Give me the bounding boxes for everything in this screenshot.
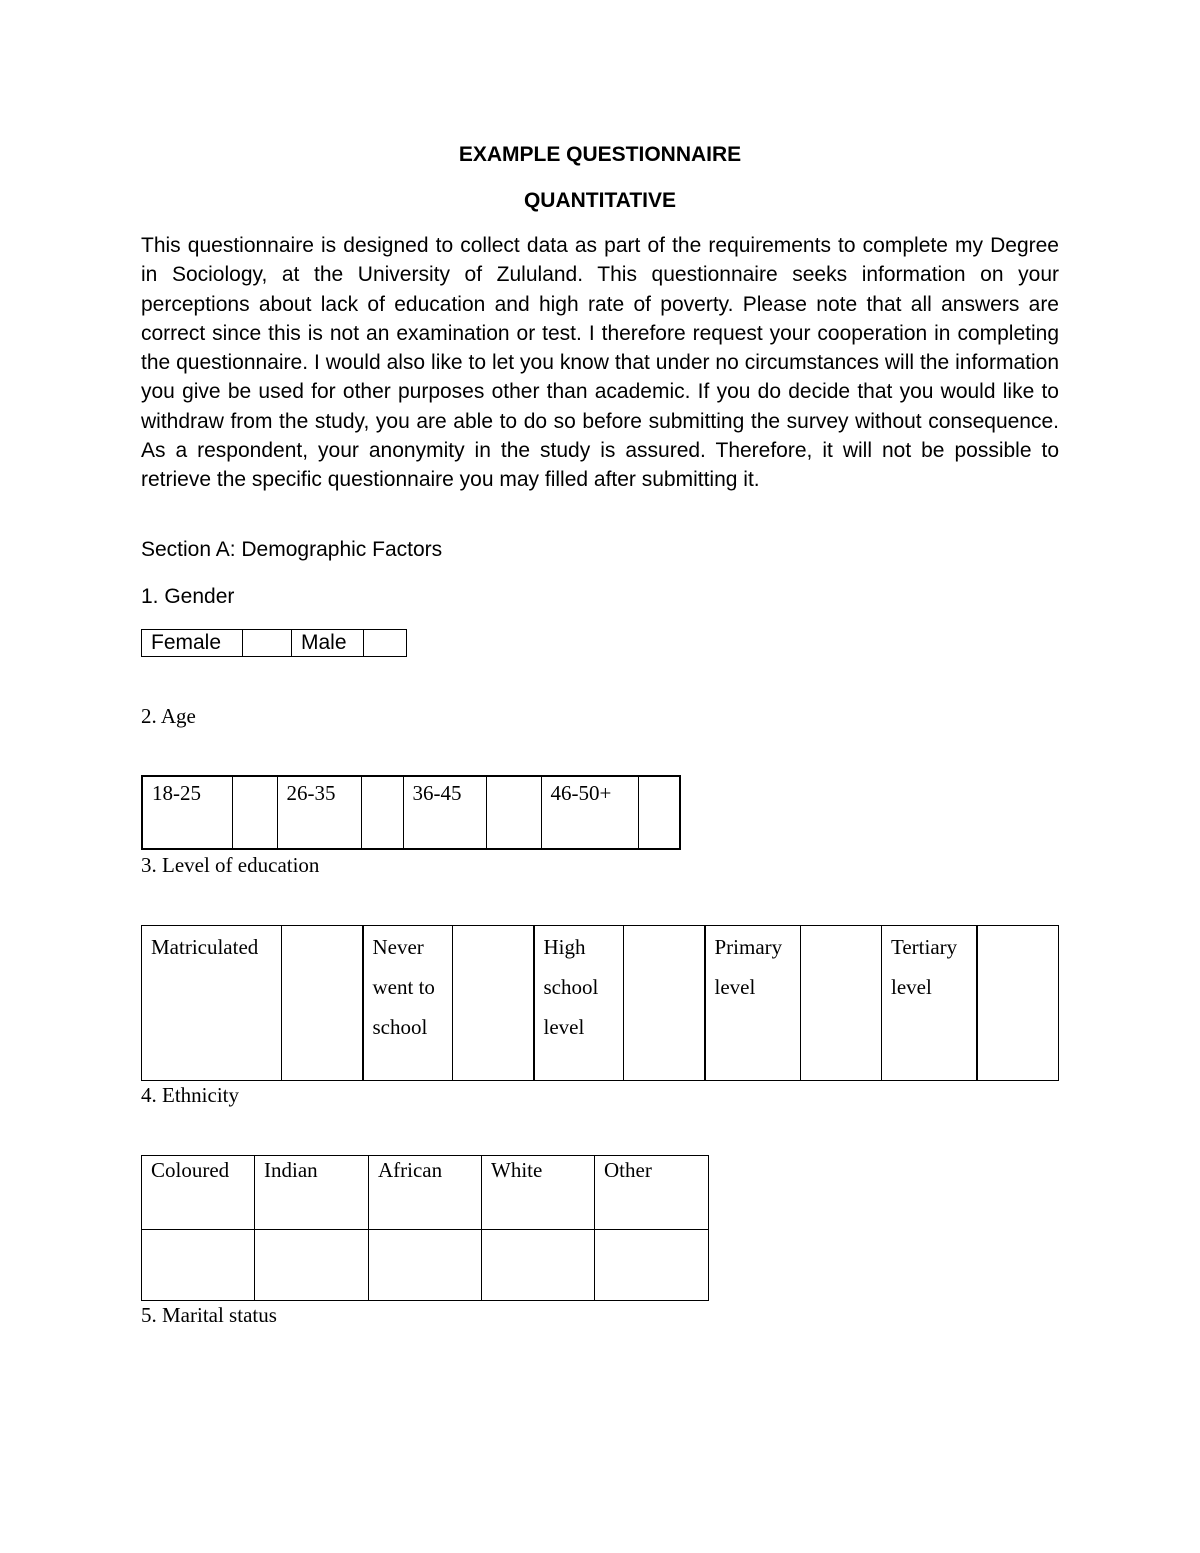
ethnicity-question-label: 4. Ethnicity: [141, 1083, 239, 1107]
marital-status-question-label: 5. Marital status: [141, 1303, 277, 1327]
ethnicity-option-african-label: African: [369, 1156, 482, 1230]
document-subtitle: QUANTITATIVE: [523, 189, 677, 212]
ethnicity-coloured-checkbox[interactable]: [142, 1230, 255, 1301]
education-tertiary-checkbox[interactable]: [977, 926, 1059, 1081]
gender-question-label: 1. Gender: [141, 585, 235, 608]
gender-options-table: [141, 629, 407, 657]
education-high-line-1: High: [543, 935, 586, 959]
intro-paragraph: This questionnaire is designed to collect data as part of the requirements to complete my Degree in Sociology, at the University of Zululand. This questionnaire seeks information on your perceptions about lack of education and high rate of poverty. Please note that all answers are correct since this is not an examination or test. I therefore request your cooperation in completing the questionnaire. I would also like to let you know that under no circumstances will the information you give be used for other purposes other than academic. If you do decide that you would like to withdraw from the study, you are able to do so before submitting the survey without consequence. As a respondent, your anonymity in the study is assured. Therefore, it will not be possible to retrieve the specific questionnaire you may filled after submitting it.: [141, 234, 1059, 492]
age-option-36-45-label: 36-45: [403, 776, 486, 849]
section-a-heading: Section A: Demographic Factors: [141, 538, 443, 561]
education-high-school-checkbox[interactable]: [624, 926, 705, 1081]
education-high-line-3: level: [543, 1015, 585, 1039]
education-never-line-2: went to: [372, 975, 435, 999]
education-option-never-school-label: [363, 926, 453, 1081]
gender-option-female-label: Female: [142, 630, 243, 657]
ethnicity-other-checkbox[interactable]: [595, 1230, 709, 1301]
ethnicity-white-checkbox[interactable]: [482, 1230, 595, 1301]
age-option-18-25-label: 18-25: [142, 776, 232, 849]
education-tertiary-line-1: Tertiary: [891, 935, 958, 959]
age-options-table: [141, 775, 681, 850]
age-question-label: 2. Age: [141, 704, 196, 728]
gender-male-checkbox[interactable]: [364, 630, 407, 657]
ethnicity-option-other-label: Other: [595, 1156, 709, 1230]
education-matriculated-checkbox[interactable]: [282, 926, 363, 1081]
education-never-line-1: Never: [372, 935, 424, 959]
age-option-26-35-label: 26-35: [277, 776, 361, 849]
ethnicity-options-table: [141, 1155, 709, 1301]
ethnicity-option-indian-label: Indian: [255, 1156, 369, 1230]
education-option-primary-label: [705, 926, 801, 1081]
age-option-46-50-label: 46-50+: [541, 776, 638, 849]
education-options-table: [141, 925, 1059, 1081]
education-primary-line-1: Primary: [714, 935, 783, 959]
ethnicity-option-white-label: White: [482, 1156, 595, 1230]
document-title: EXAMPLE QUESTIONNAIRE: [458, 143, 742, 166]
ethnicity-option-coloured-label: Coloured: [142, 1156, 255, 1230]
age-36-45-checkbox[interactable]: [486, 776, 541, 849]
gender-female-checkbox[interactable]: [243, 630, 292, 657]
age-26-35-checkbox[interactable]: [361, 776, 403, 849]
education-matriculated-line-1: Matriculated: [151, 935, 259, 959]
education-option-high-school-label: [534, 926, 624, 1081]
education-primary-checkbox[interactable]: [801, 926, 882, 1081]
ethnicity-african-checkbox[interactable]: [369, 1230, 482, 1301]
education-question-label: 3. Level of education: [141, 853, 320, 877]
education-never-school-checkbox[interactable]: [453, 926, 534, 1081]
education-primary-line-2: level: [714, 975, 756, 999]
ethnicity-indian-checkbox[interactable]: [255, 1230, 369, 1301]
education-option-matriculated-label: [142, 926, 282, 1081]
education-never-line-3: school: [372, 1015, 428, 1039]
gender-option-male-label: Male: [292, 630, 364, 657]
education-option-tertiary-label: [882, 926, 977, 1081]
age-46-50-checkbox[interactable]: [638, 776, 680, 849]
education-tertiary-line-2: level: [891, 975, 932, 999]
age-18-25-checkbox[interactable]: [232, 776, 277, 849]
education-high-line-2: school: [543, 975, 599, 999]
